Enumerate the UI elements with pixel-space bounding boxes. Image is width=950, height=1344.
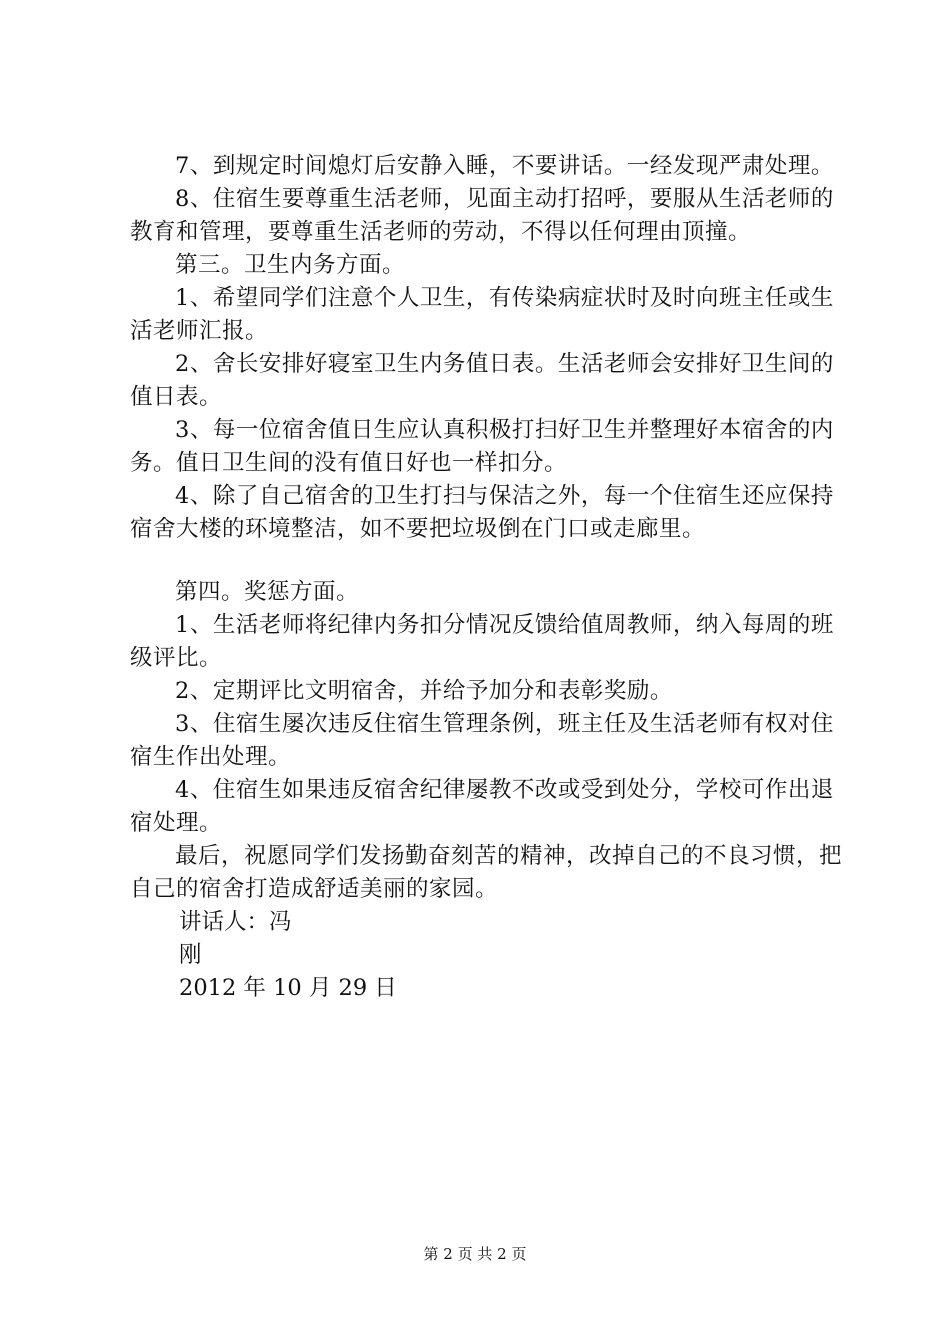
paragraph-hygiene-3: 3、每一位宿舍值日生应认真积极打扫好卫生并整理好本宿舍的内务。值日卫生间的没有值日好也一样扣分。: [130, 417, 834, 476]
paragraph-hygiene-4: 4、除了自己宿舍的卫生打扫与保洁之外，每一个住宿生还应保持宿舍大楼的环境整洁，如不要把垃圾倒在门口或走廊里。: [130, 483, 834, 542]
speaker-label: 讲话人：冯: [179, 909, 292, 935]
paragraph-rewards-3: 3、住宿生屡次违反住宿生管理条例，班主任及生活老师有权对住宿生作出处理。: [130, 711, 834, 770]
paragraph-rewards-4: 4、住宿生如果违反宿舍纪律屡教不改或受到处分，学校可作出退宿处理。: [130, 777, 834, 836]
paragraph-rule-8: 8、住宿生要尊重生活老师，见面主动打招呼，要服从生活老师的教育和管理，要尊重生活老师的劳动，不得以任何理由顶撞。: [130, 186, 834, 245]
paragraph-gap: [130, 546, 850, 576]
speech-date: 2012 年 10 月 29 日: [179, 975, 397, 1001]
paragraph-hygiene-1: 1、希望同学们注意个人卫生，有传染病症状时及时向班主任或生活老师汇报。: [130, 285, 834, 344]
document-body: [130, 150, 850, 1005]
page-footer: [0, 1244, 950, 1264]
paragraph-closing: 最后，祝愿同学们发扬勤奋刻苦的精神，改掉自己的不良习惯，把自己的宿舍打造成舒适美丽的家园。: [130, 843, 843, 902]
section-heading-hygiene: 第三。卫生内务方面。: [175, 252, 406, 278]
paragraph-rewards-1: 1、生活老师将纪律内务扣分情况反馈给值周教师，纳入每周的班级评比。: [130, 612, 834, 671]
page-indicator: 第 2 页 共 2 页: [423, 1245, 527, 1263]
paragraph-hygiene-2: 2、舍长安排好寝室卫生内务值日表。生活老师会安排好卫生间的值日表。: [130, 351, 834, 410]
paragraph-rule-7: 7、到规定时间熄灯后安静入睡，不要讲话。一经发现严肃处理。: [175, 153, 834, 179]
section-heading-rewards: 第四。奖惩方面。: [175, 579, 360, 605]
speaker-name-continued: 刚: [179, 942, 202, 968]
paragraph-rewards-2: 2、定期评比文明宿舍，并给予加分和表彰奖励。: [175, 678, 673, 704]
